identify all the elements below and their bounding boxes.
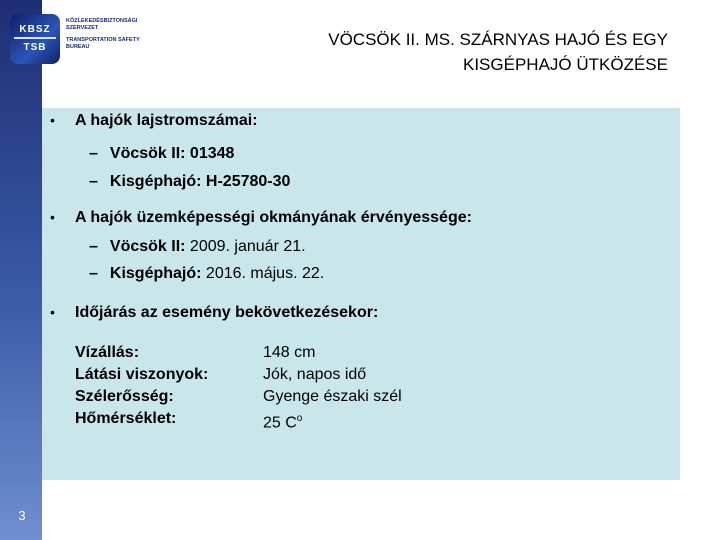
- validity-heading: A hajók üzemképességi okmányának érvényessége:: [75, 209, 472, 226]
- left-sidebar-bar: [0, 0, 42, 540]
- weather-values: [263, 342, 402, 434]
- registration-heading: A hajók lajstromszámai:: [75, 112, 258, 129]
- validity-item: [89, 265, 324, 283]
- logo-text-hu-line1: KÖZLEKEDÉSBIZTONSÁGI: [66, 18, 138, 24]
- validity-item-text: [110, 265, 324, 283]
- logo-emblem-stripe: [14, 37, 56, 39]
- weather-label-water-level: Vízállás:: [75, 344, 140, 361]
- kbsz-tsb-logo: [10, 14, 175, 66]
- weather-value-visibility: Jók, napos idő: [263, 366, 367, 383]
- slide-title-line2: KISGÉPHAJÓ ÜTKÖZÉSE: [463, 55, 668, 74]
- registration-item-text: Vöcsök II: 01348: [109, 145, 235, 162]
- dash-marker: –: [89, 145, 98, 162]
- registration-item: [89, 145, 234, 163]
- logo-text-en-line2: BUREAU: [66, 44, 90, 50]
- logo-emblem-top-text: KBSZ: [19, 24, 51, 35]
- dash-marker: –: [89, 265, 98, 282]
- validity-item: [89, 238, 306, 256]
- validity-item-label: Kisgéphajó:: [109, 265, 202, 282]
- validity-item-text: [110, 238, 306, 256]
- weather-label-temperature: Hőmérséklet:: [75, 410, 177, 427]
- validity-item-value: 2009. január 21.: [185, 238, 306, 255]
- logo-text-hungarian: [66, 18, 140, 32]
- weather-labels: [75, 342, 208, 430]
- logo-emblem: [10, 14, 60, 64]
- dash-marker: –: [89, 238, 98, 255]
- logo-text-english: [66, 37, 140, 51]
- slide-title-line1: VÖCSÖK II. MS. SZÁRNYAS HAJÓ ÉS EGY: [328, 30, 668, 49]
- validity-item-value: 2016. május. 22.: [201, 265, 325, 282]
- logo-text-en-line1: TRANSPORTATION SAFETY: [66, 37, 140, 43]
- weather-value-wind: Gyenge északi szél: [263, 388, 402, 405]
- weather-value-temperature: [263, 408, 402, 434]
- bullet-marker: •: [50, 304, 55, 320]
- weather-label-wind: Szélerősség:: [75, 388, 174, 405]
- weather-value-temperature-text: 25 C: [263, 414, 297, 432]
- registration-item: [89, 173, 290, 191]
- weather-value-water-level: 148 cm: [263, 344, 316, 361]
- bullet-marker: •: [50, 112, 55, 128]
- bullet-marker: •: [50, 209, 55, 225]
- dash-marker: –: [89, 173, 98, 190]
- logo-text: [66, 18, 140, 55]
- logo-emblem-bottom-text: TSB: [23, 42, 47, 53]
- temperature-degree-superscript: o: [296, 413, 303, 424]
- slide-number: 3: [18, 508, 26, 523]
- validity-item-label: Vöcsök II:: [109, 238, 186, 255]
- registration-item-text: Kisgéphajó: H-25780-30: [109, 173, 291, 190]
- weather-heading: Időjárás az esemény bekövetkezésekor:: [75, 304, 379, 321]
- logo-text-hu-line2: SZERVEZET: [66, 25, 99, 31]
- weather-label-visibility: Látási viszonyok:: [75, 366, 209, 383]
- slide-title: [188, 27, 668, 77]
- content-panel: [42, 108, 680, 480]
